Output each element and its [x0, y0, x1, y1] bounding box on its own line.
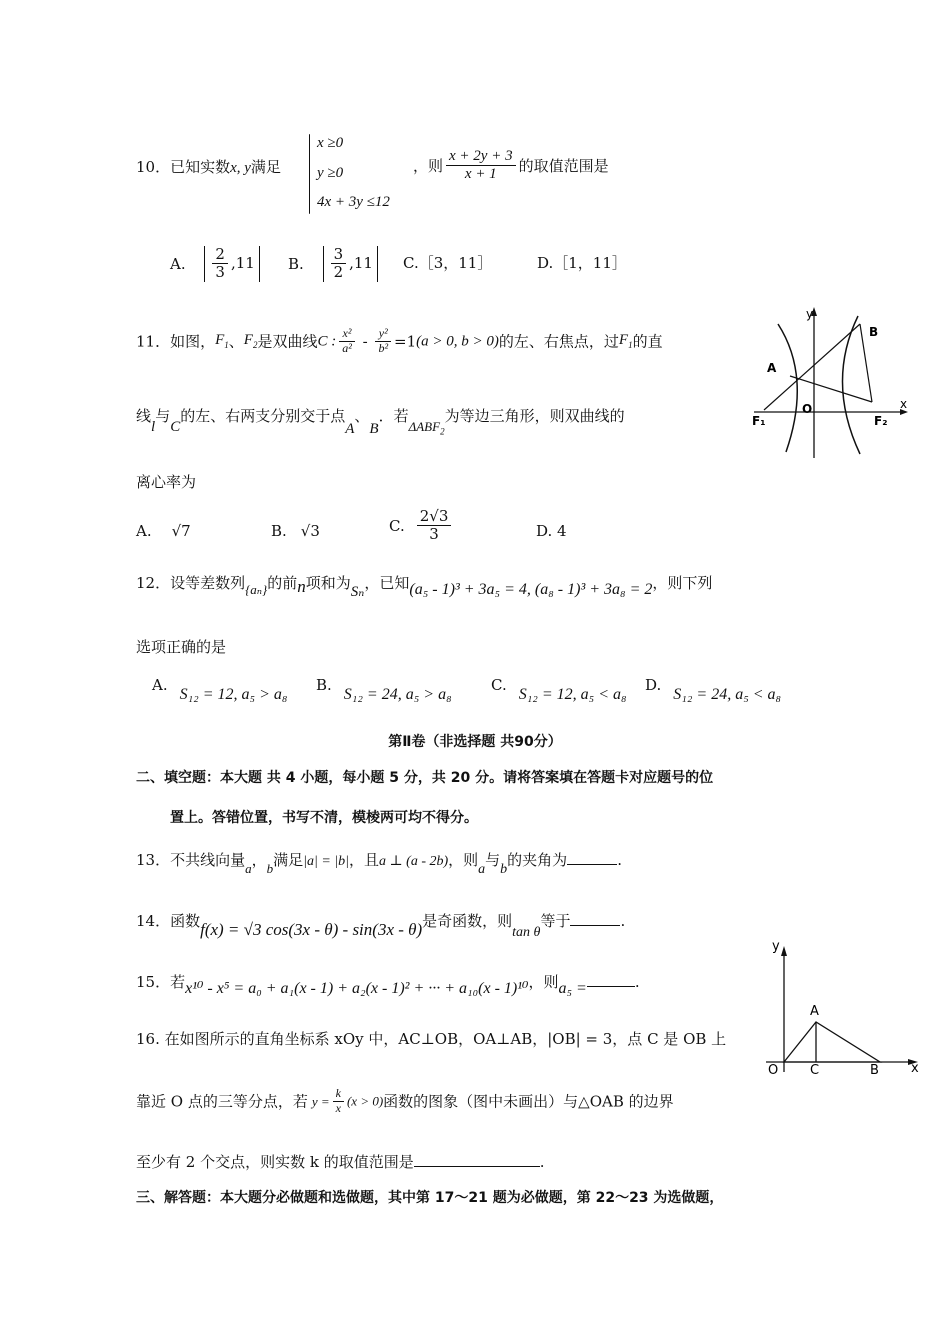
q15-end: .	[634, 973, 640, 991]
q11-option-c-frac	[417, 508, 452, 544]
q10-stem	[136, 158, 281, 177]
q10-option-b-tail: ,11	[349, 253, 373, 272]
q11-text-f: 与	[155, 407, 171, 425]
q11-a: A	[345, 421, 355, 437]
q16-fig-c: C	[810, 1063, 820, 1078]
q10-option-a	[170, 246, 260, 282]
q11-text-i: 为等边三角形，则双曲线的	[444, 407, 625, 425]
q12-option-b	[316, 676, 452, 703]
q11-cond: (a > 0, b > 0)	[416, 333, 499, 350]
q11-line-3: 离心率为	[136, 473, 197, 491]
q11-frac-x	[339, 327, 355, 356]
q11-f2-letter: F	[243, 332, 253, 349]
q11-f1-letter: F	[215, 332, 225, 349]
q11-eq: =1	[394, 332, 417, 351]
q10-then: ，则	[413, 156, 444, 175]
q13-text-a: 13．不共线向量	[136, 851, 246, 869]
q12-option-c-label: C.	[491, 676, 507, 694]
q11-line-l	[764, 324, 860, 410]
q11-text-b: 是双曲线	[257, 332, 318, 351]
q11-option-a-value: √7	[171, 522, 191, 540]
q16-func-y: y =	[311, 1093, 330, 1109]
q11-sep2: 、	[354, 407, 370, 425]
q10-option-c: C.［3，11］	[403, 254, 493, 272]
q10-fraction	[446, 148, 516, 184]
q12-line-2: 选项正确的是	[136, 638, 227, 656]
q11-text-e: 线	[136, 407, 152, 425]
q12-option-a-label: A.	[152, 676, 168, 694]
part3-section-3-line-1: 三、解答题：本大题分必做题和选做题，其中第 17～21 题为必做题，第 22～23 为选做题，	[136, 1190, 724, 1206]
q14-text-a: 14．函数	[136, 912, 201, 930]
q16-fig-x: x	[911, 1061, 919, 1076]
q10-option-b-den: 2	[333, 263, 344, 282]
q11-fig-o: O	[802, 402, 813, 416]
q11-f1-sub: 1	[224, 340, 229, 351]
q11-f1b-sub: 1	[628, 340, 633, 351]
q15-text-b: ，则	[528, 973, 559, 991]
q13-vector-b2: b	[500, 862, 508, 877]
q10-suffix: 的取值范围是	[518, 156, 609, 175]
q11-tri-sub: 2	[440, 426, 445, 437]
q12-n: n	[297, 577, 306, 596]
part2-section-2-line-1: 二、填空题：本大题 共 4 小题，每小题 5 分，共 20 分。请将答案填在答题卡对应题号的位	[136, 770, 714, 786]
q11-minus: -	[357, 332, 373, 351]
q11-frac-x-num: x²	[339, 327, 355, 342]
q10-vars: x, y	[230, 160, 251, 176]
q10-option-d: D.［1，11］	[537, 254, 627, 272]
q12-option-b-value: S₁₂ = 24, a₅ > a₈	[343, 686, 452, 703]
q12-equation: (a₅ - 1)³ + 3a₅ = 4, (a₈ - 1)³ + 3a₈ = 2	[409, 581, 653, 598]
q11-frac-x-den: a²	[342, 340, 352, 355]
q13-text-e: 与	[485, 851, 501, 869]
q11-option-c-num: 2√3	[417, 508, 452, 526]
q11-text-a: 11．如图，	[136, 332, 216, 351]
q11-fig-f2: F₂	[874, 414, 888, 428]
q16-fig-b: B	[870, 1063, 879, 1078]
q12-option-c	[491, 676, 627, 703]
q11-text-d: 的直	[632, 332, 663, 351]
q11-line-1	[136, 327, 663, 356]
part2-title: 第Ⅱ卷（非选择题 共90分）	[388, 734, 562, 750]
q10-system-row-1: x ≥0	[317, 135, 344, 151]
q13-text-d: ，则	[448, 851, 479, 869]
q10-option-b-frac	[331, 246, 347, 282]
q15-text-a: 15．若	[136, 973, 186, 991]
q13-end: .	[617, 851, 622, 869]
q11-frac-y-den: b²	[378, 340, 389, 355]
q11-option-b	[271, 522, 320, 540]
q10-system-row-2: y ≥0	[317, 165, 344, 181]
q13-vector-a: a	[245, 861, 252, 876]
q11-curve: C :	[317, 333, 337, 350]
q11-text-g: 的左、右两支分别交于点	[180, 407, 346, 425]
q16-answer-blank[interactable]	[414, 1152, 540, 1167]
part2-section-2-line-2: 置上。答错位置，书写不清，模棱两可均不得分。	[170, 810, 478, 826]
q11-option-d: D. 4	[536, 522, 567, 540]
q11-hyperbola-figure	[750, 302, 920, 462]
q16-triangle-oab	[784, 1022, 880, 1062]
q11-frac-y	[375, 327, 391, 356]
q11-f1b	[618, 332, 633, 351]
q10-system-row-3: 4x + 3y ≤12	[317, 194, 390, 210]
q11-option-b-label: B.	[271, 522, 287, 540]
q11-text-h: ．若	[378, 407, 409, 425]
q11-b: B	[369, 421, 379, 437]
q10-system-brace	[309, 134, 310, 214]
q16-fig-o: O	[768, 1063, 779, 1078]
q12-text-b: 的前	[267, 574, 298, 592]
q10-tail	[413, 148, 609, 184]
q16-func-frac	[333, 1087, 344, 1116]
q15-expression: x¹⁰ - x⁵ = a₀ + a₁(x - 1) + a₂(x - 1)² + ··· + a₁₀(x - 1)¹⁰	[185, 980, 529, 997]
q13-text-b: 满足	[273, 851, 304, 869]
q14-text-b: 是奇函数，则	[422, 912, 513, 930]
q12-option-a	[152, 676, 288, 703]
q16-y-arrow	[781, 946, 787, 956]
q12-option-d-label: D.	[645, 676, 662, 694]
q11-fig-b: B	[869, 325, 879, 339]
q16-line-1: 16. 在如图所示的直角坐标系 xOy 中，AC⊥OB，OA⊥AB，|OB| = 3，点 C 是 OB 上	[136, 1030, 727, 1048]
q12-option-d-value: S₁₂ = 24, a₅ < a₈	[673, 686, 782, 703]
q11-tri-label: ΔABF	[408, 419, 441, 434]
q12-text-d: ，已知	[364, 574, 410, 592]
q16-triangle-figure	[762, 932, 932, 1082]
q16-text-c: 至少有 2 个交点，则实数 k 的取值范围是	[136, 1153, 414, 1171]
q10-option-b-label: B.	[288, 254, 304, 273]
q13-answer-blank[interactable]	[567, 850, 617, 865]
q10-satisfy: 满足	[250, 158, 281, 176]
q10-option-a-tail: ,11	[230, 253, 255, 272]
q12-option-b-label: B.	[316, 676, 332, 694]
q10-frac-num: x + 2y + 3	[446, 148, 516, 166]
q16-line-2	[136, 1087, 674, 1116]
q11-l: l	[151, 419, 156, 435]
q15-a5: a₅ =	[558, 980, 587, 997]
q13-vector-b: b	[266, 861, 274, 876]
q16-fig-y: y	[772, 939, 780, 954]
q10-frac-den: x + 1	[464, 166, 497, 183]
q10-option-b-num: 3	[331, 246, 347, 264]
q10-option-a-label: A.	[170, 254, 186, 273]
q11-line-2	[136, 407, 625, 437]
q12-option-d	[645, 676, 782, 703]
q11-option-c	[389, 508, 454, 544]
q10-prefix: 10．已知实数	[136, 158, 231, 176]
q12-text-e: ，则下列	[652, 574, 713, 592]
q11-side-af2	[790, 376, 872, 402]
q11-fig-x: x	[900, 397, 908, 411]
q11-option-c-label: C.	[389, 516, 405, 535]
q11-option-b-value: √3	[300, 522, 320, 540]
q14-function: f(x) = √3 cos(3x - θ) - sin(3x - θ)	[200, 920, 423, 939]
q10-option-a-frac	[212, 246, 228, 282]
q11-f1b-letter: F	[618, 332, 629, 349]
q12-text-c: 项和为	[305, 574, 351, 592]
q14-line	[136, 911, 626, 940]
q11-text-c: 的左、右焦点，过	[498, 332, 619, 351]
q11-fig-f1: F₁	[752, 414, 766, 428]
q14-tan: tan θ	[512, 925, 541, 940]
q13-line	[136, 850, 622, 877]
q13-perp: a ⊥ (a - 2b)	[378, 854, 449, 869]
q11-c: C	[170, 419, 181, 435]
q11-f2	[243, 332, 258, 351]
q13-text-f: 的夹角为	[507, 851, 568, 869]
q16-text-b: 函数的图象（图中未画出）与△OAB 的边界	[383, 1092, 674, 1111]
q11-f2-sub: 2	[252, 340, 258, 351]
q10-option-a-interval	[204, 246, 259, 282]
q11-fig-a: A	[767, 361, 777, 375]
q10-option-b	[288, 246, 378, 282]
q13-vector-a2: a	[478, 862, 486, 877]
q16-line-3	[136, 1152, 545, 1171]
q13-abs: |a| = |b|	[303, 854, 349, 869]
q10-option-b-interval	[323, 246, 378, 282]
q15-answer-blank[interactable]	[587, 972, 635, 987]
q11-option-c-den: 3	[429, 525, 439, 544]
q16-func-cond: (x > 0)	[346, 1093, 384, 1109]
q11-tri	[408, 419, 445, 437]
q13-sep: ，	[251, 851, 267, 869]
q16-fig-a: A	[810, 1004, 819, 1019]
q12-seq: {aₙ}	[245, 582, 268, 597]
q16-func-num: k	[333, 1087, 344, 1102]
q16-end: .	[539, 1153, 545, 1171]
q12-option-a-value: S₁₂ = 12, a₅ > a₈	[179, 686, 288, 703]
q11-sep: 、	[228, 332, 244, 351]
q12-s: Sₙ	[350, 584, 365, 600]
q14-answer-blank[interactable]	[570, 911, 620, 926]
q15-line	[136, 972, 640, 997]
q10-option-a-den: 3	[215, 263, 225, 282]
q14-text-c: 等于	[540, 912, 571, 930]
q11-fig-y: y	[806, 307, 814, 321]
q14-end: .	[620, 912, 626, 930]
q11-f1	[215, 332, 229, 351]
q11-option-a-label: A.	[136, 522, 152, 540]
q16-func-den: x	[335, 1100, 341, 1115]
q12-option-c-value: S₁₂ = 12, a₅ < a₈	[518, 686, 627, 703]
q11-frac-y-num: y²	[375, 327, 391, 342]
q11-left-branch	[778, 324, 797, 452]
q13-text-c: ，且	[348, 851, 379, 869]
q11-option-a	[136, 522, 191, 540]
q12-line-1	[136, 573, 713, 600]
q16-text-a: 靠近 O 点的三等分点，若	[136, 1092, 308, 1111]
q10-option-a-num: 2	[212, 246, 228, 264]
q12-text-a: 12．设等差数列	[136, 574, 246, 592]
